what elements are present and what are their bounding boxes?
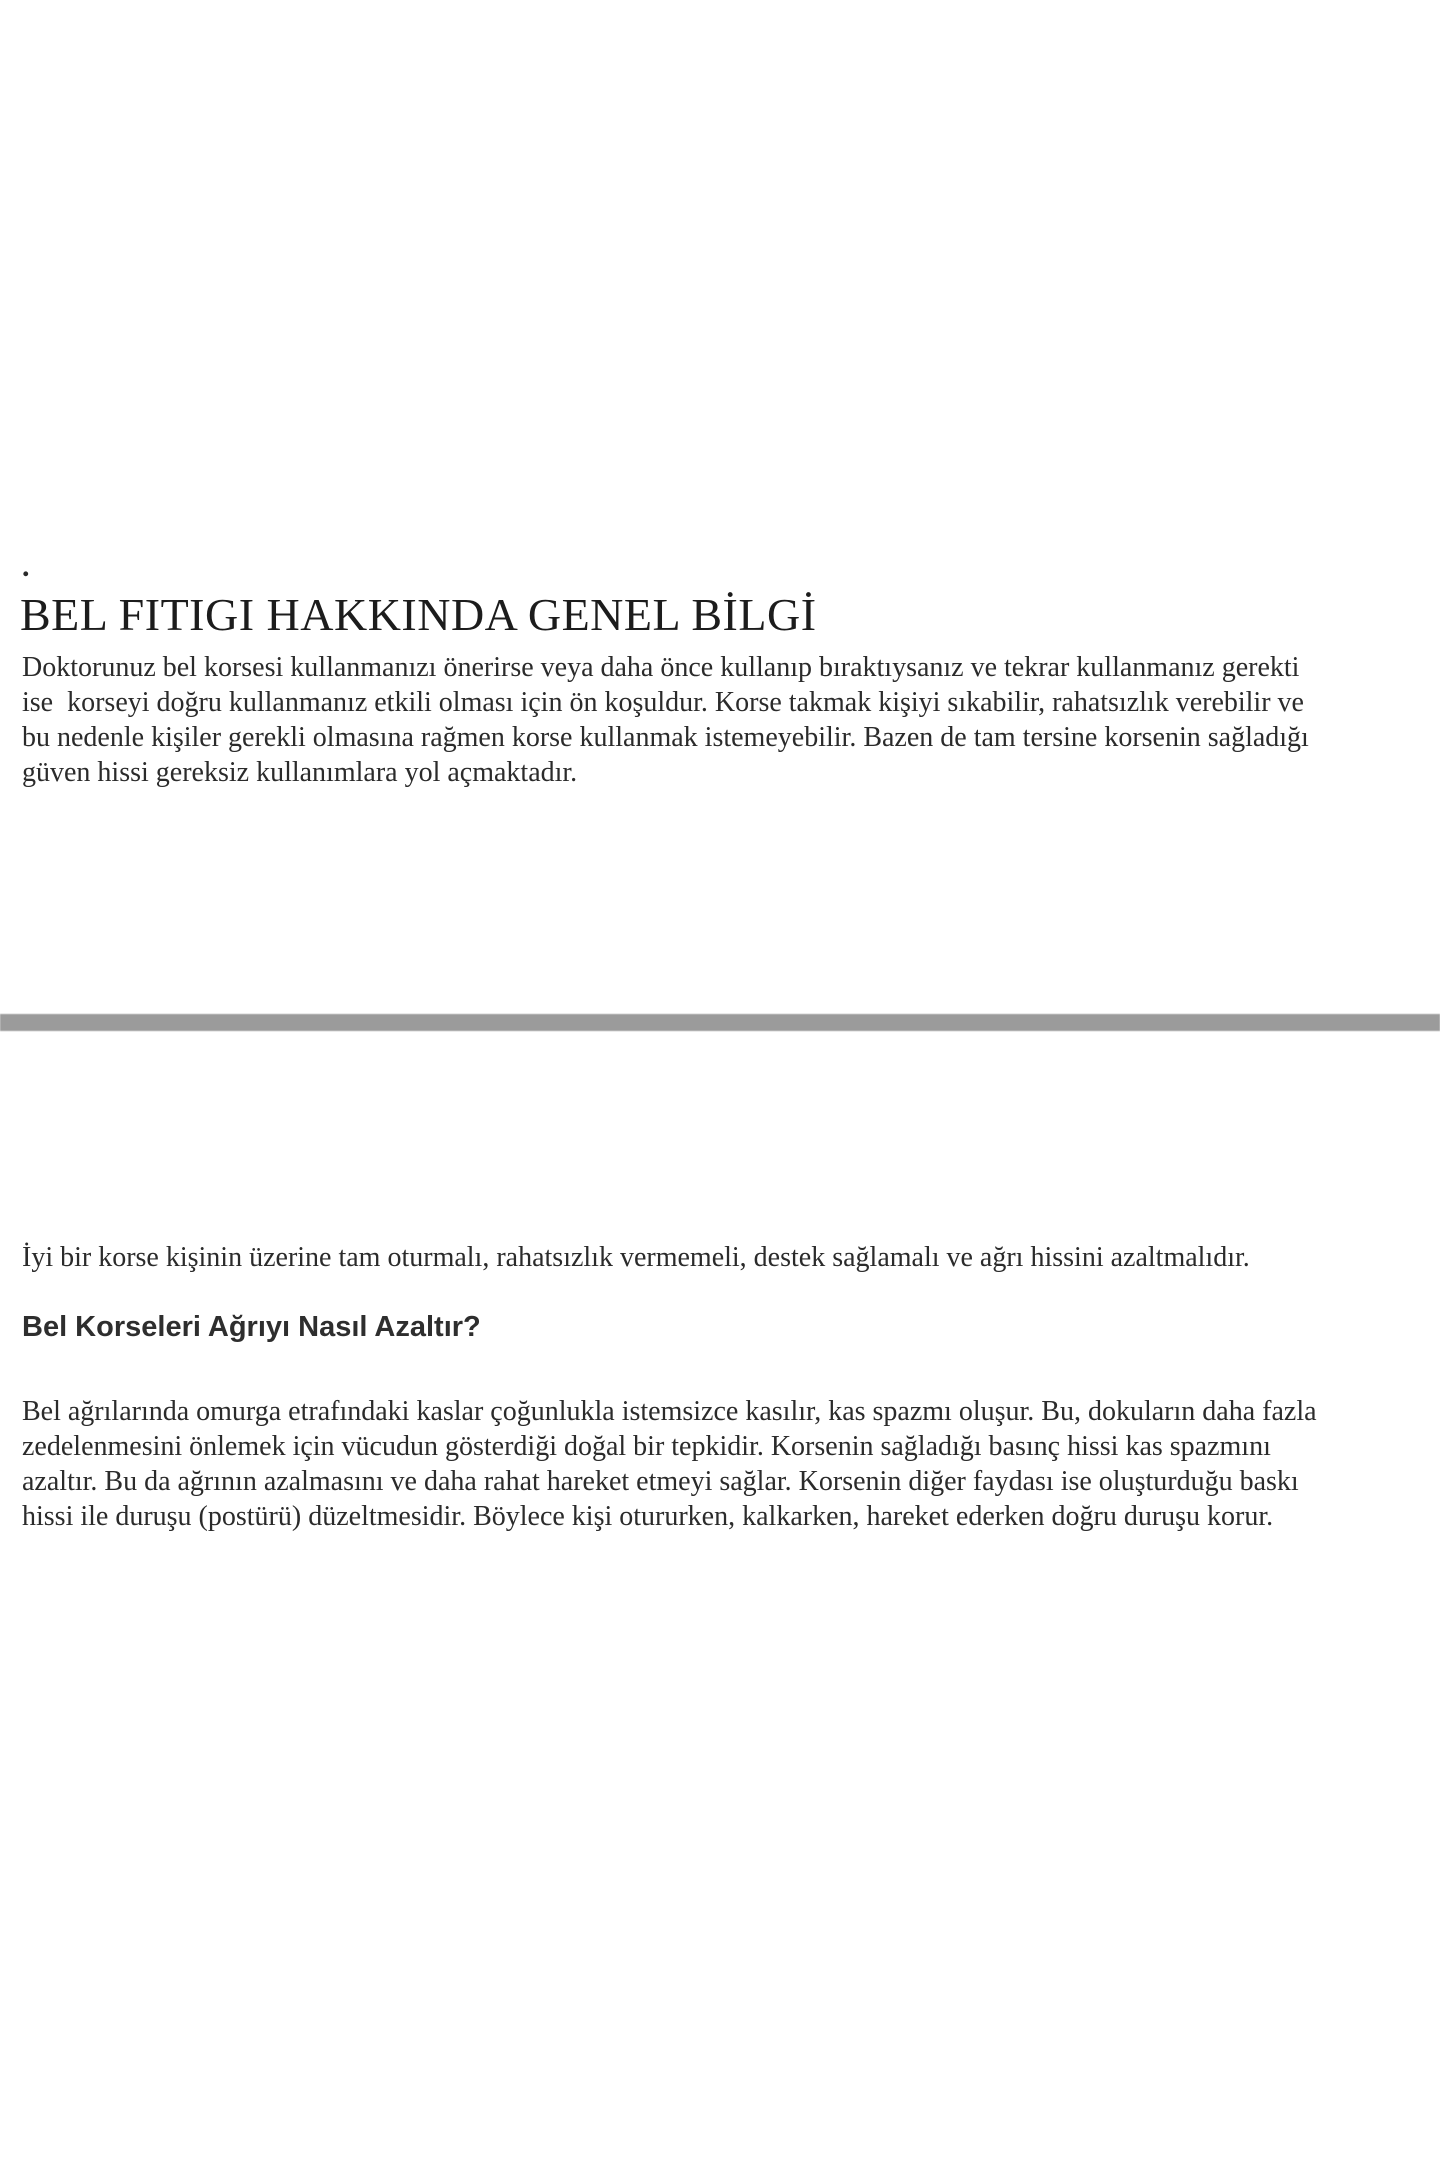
section-divider — [0, 1014, 1440, 1031]
intro-paragraph: Doktorunuz bel korsesi kullanmanızı önerirse veya daha önce kullanıp bıraktıysanız ve tekrar kullanmanız gerekti ise korseyi doğru kullanmanız etkili olması için ön koşuldur. Korse takmak kişiyi sıkabilir, rahatsızlık verebilir ve bu nedenle kişiler gerekli olmasına rağmen korse kullanmak istemeyebilir. Bazen de tam tersine korsenin sağladığı güven hissi gereksiz kullanımlara yol açmaktadır. — [22, 652, 1316, 788]
fit-paragraph: İyi bir korse kişinin üzerine tam oturmalı, rahatsızlık vermemeli, destek sağlamalı ve ağrı hissini azaltmalıdır. — [22, 1242, 1250, 1273]
page-title: BEL FITIGI HAKKINDA GENEL BİLGİ — [20, 589, 817, 640]
section-paragraph: Bel ağrılarında omurga etrafındaki kaslar çoğunlukla istemsizce kasılır, kas spazmı oluşur. Bu, dokuların daha fazla zedelenmesini önlemek için vücudun gösterdiği doğal bir tepkidir. Korsenin sağladığı basınç hissi kas spazmını azaltır. Bu da ağrının azalmasını ve daha rahat hareket etmeyi sağlar. Korsenin diğer faydası ise oluşturduğu baskı hissi ile duruşu (postürü) düzeltmesidir. Böylece kişi otururken, kalkarken, hareket ederken doğru duruşu korur. — [22, 1396, 1324, 1532]
section-heading: Bel Korseleri Ağrıyı Nasıl Azaltır? — [22, 1311, 481, 1343]
stray-period: . — [22, 550, 30, 583]
